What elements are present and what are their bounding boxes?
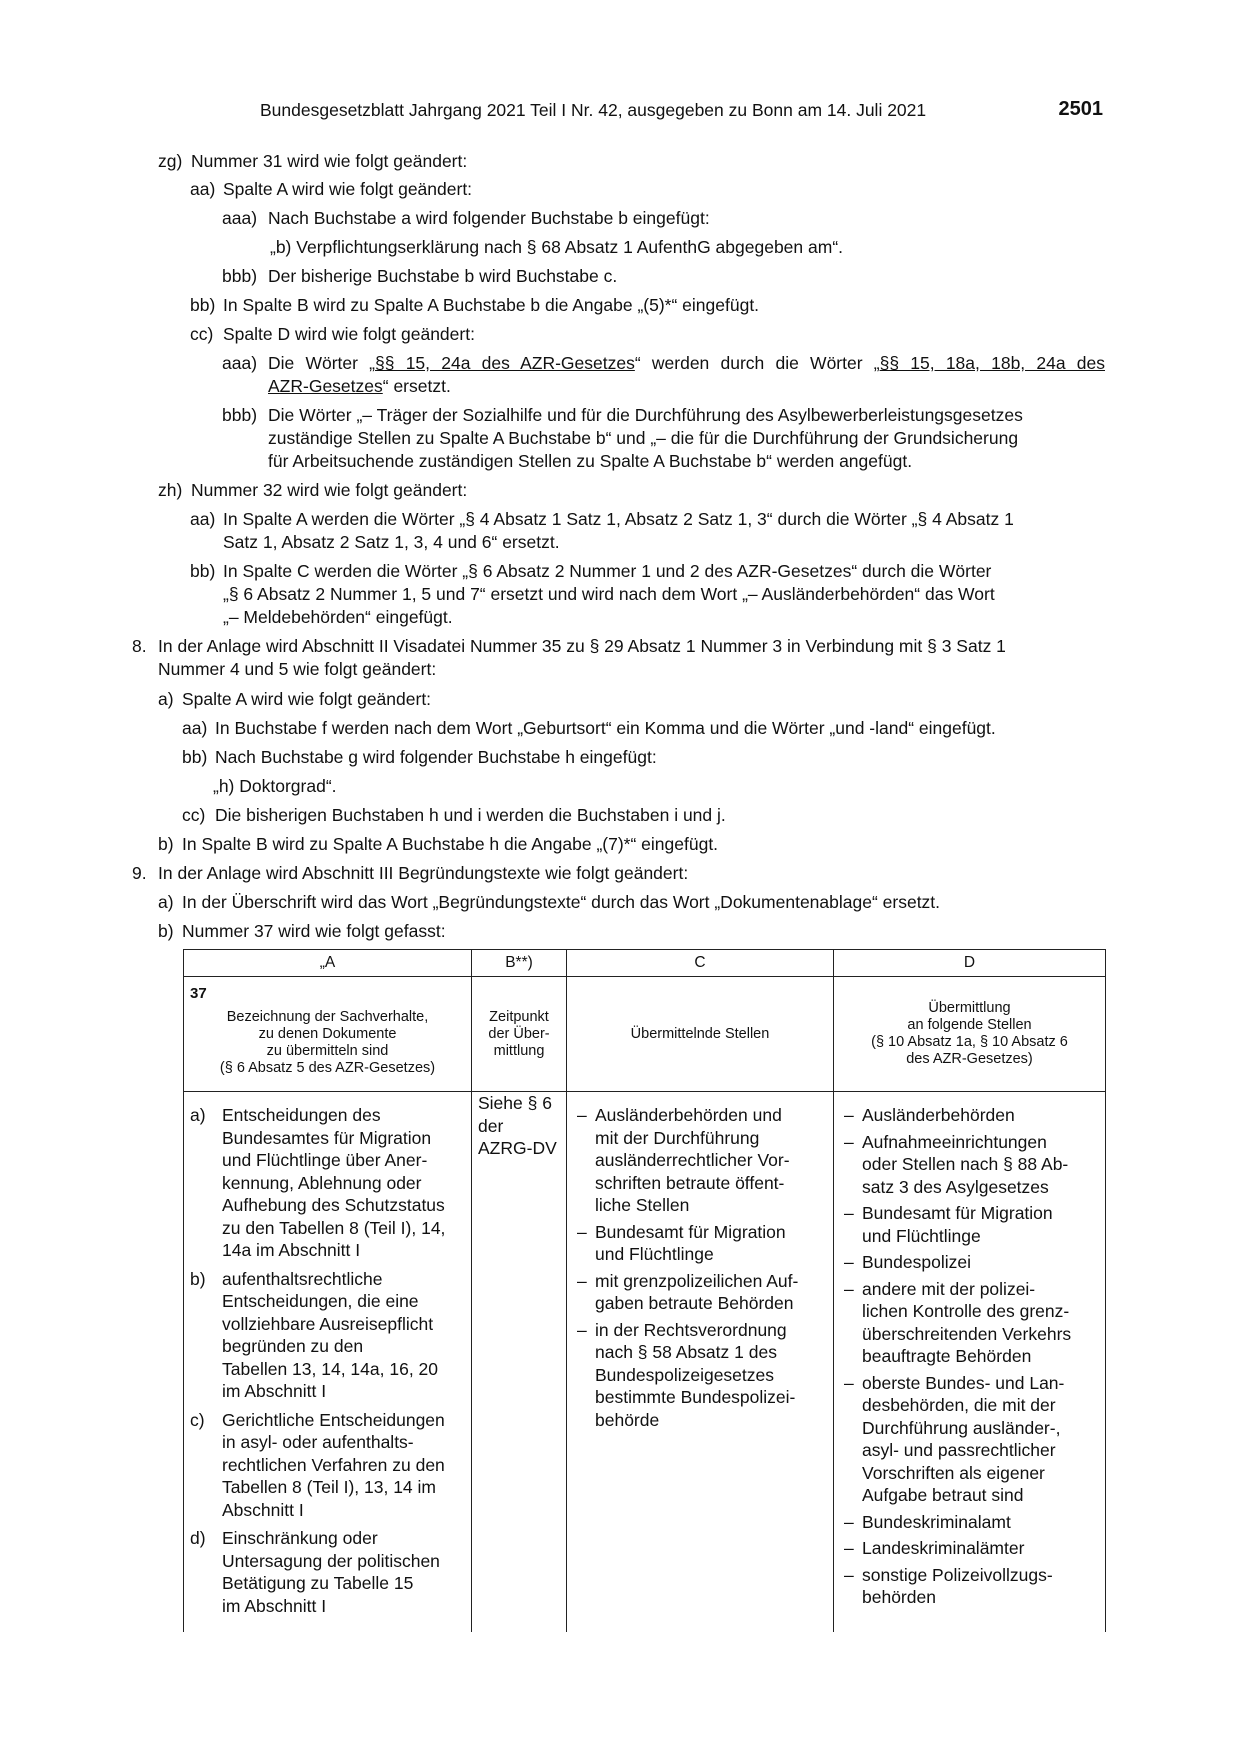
- list-item-line: Bundespolizeigesetzes: [595, 1364, 775, 1385]
- dash-bullet: –: [844, 1203, 854, 1223]
- list-item-line: Aufhebung des Schutzstatus: [222, 1195, 445, 1215]
- item-text: Nummer 31 wird wie folgt geändert:: [191, 151, 468, 171]
- column-header-a: „A: [184, 950, 472, 977]
- list-item-line: Bundespolizei: [862, 1252, 971, 1272]
- list-item-text: [862, 1537, 1105, 1560]
- list-item-label: a): [190, 1105, 206, 1125]
- list-item-text: [862, 1278, 1105, 1368]
- description-line: an folgende Stellen: [907, 1017, 1032, 1033]
- list-item-line: im Abschnitt I: [222, 1381, 327, 1401]
- dash-bullet: –: [844, 1131, 854, 1152]
- list-item-text: [862, 1511, 1105, 1534]
- item-text-line: „§ 6 Absatz 2 Nummer 1, 5 und 7“ ersetzt und wird nach dem Wort „– Ausländerbehörden“ das Wort: [223, 584, 995, 604]
- list-item-line: Bundesamt für Migration: [862, 1203, 1053, 1223]
- list-item-line: vollziehbare Ausreisepflicht: [222, 1313, 434, 1334]
- list-item-line: Bundesamt für Migration: [595, 1221, 786, 1242]
- list-item-text: [862, 1131, 1105, 1199]
- list-item-line: andere mit der polizei-: [862, 1278, 1036, 1299]
- item-label: cc): [182, 805, 206, 825]
- dash-bullet: –: [844, 1511, 854, 1532]
- item-text-line: zuständige Stellen zu Spalte A Buchstabe b“ und „– die für die Durchführung der Grundsicherung: [268, 428, 1019, 448]
- list-item-line: Ausländerbehörden und: [595, 1105, 782, 1125]
- list-item-line: überschreitenden Verkehrs: [862, 1323, 1072, 1344]
- list-item-line: Tabellen 8 (Teil I), 13, 14 im: [222, 1477, 436, 1497]
- item-text: Spalte A wird wie folgt geändert:: [182, 689, 432, 709]
- list-item: [834, 1278, 1105, 1368]
- list-item-line: desbehörden, die mit der: [862, 1395, 1056, 1415]
- list-item: [834, 1372, 1105, 1507]
- quoted-text: „b) Verpflichtungserklärung nach § 68 Absatz 1 AufenthG abgegeben am“.: [270, 237, 844, 257]
- timing-line: AZRG-DV: [478, 1138, 557, 1158]
- timing-line: der: [478, 1115, 504, 1136]
- item-text: Nach Buchstabe a wird folgender Buchstabe b eingefügt:: [268, 208, 710, 228]
- item-text: Die bisherigen Buchstaben h und i werden die Buchstaben i und j.: [215, 805, 726, 825]
- dash-bullet: –: [577, 1319, 587, 1340]
- dash-bullet: –: [844, 1372, 854, 1393]
- item-text-line: Die Wörter „§§ 15, 24a des AZR-Gesetzes“ werden durch die Wörter „§§ 15, 18a, 18b, 24a des: [268, 353, 1105, 373]
- column-b-items: [472, 1092, 567, 1633]
- dash-bullet: –: [844, 1252, 854, 1272]
- list-item-text: [862, 1372, 1105, 1507]
- list-item-line: aufenthaltsrechtliche: [222, 1268, 383, 1289]
- table-content-row: [184, 1092, 1106, 1633]
- dash-bullet: –: [844, 1105, 854, 1125]
- item-text-line: In Spalte C werden die Wörter „§ 6 Absatz 2 Nummer 1 und 2 des AZR-Gesetzes“ durch die Wörter: [223, 561, 992, 581]
- item-label: aaa): [222, 353, 258, 373]
- list-item-line: Vorschriften als eigener: [862, 1462, 1045, 1483]
- list-item-line: Durchführung ausländer-,: [862, 1417, 1061, 1438]
- list-item-text: [595, 1104, 833, 1217]
- item-text: Nummer 32 wird wie folgt geändert:: [191, 480, 468, 500]
- item-label: bb): [190, 561, 216, 581]
- list-item-line: gaben betraute Behörden: [595, 1293, 794, 1313]
- list-item-line: behörden: [862, 1587, 936, 1607]
- list-item-line: Tabellen 13, 14, 14a, 16, 20: [222, 1358, 439, 1379]
- item-label: b): [158, 834, 174, 854]
- list-item-line: begründen zu den: [222, 1336, 364, 1356]
- description-line: Übermittelnde Stellen: [630, 1025, 770, 1042]
- item-label: bb): [182, 747, 208, 767]
- description-line: Zeitpunkt: [489, 1008, 549, 1025]
- list-item-line: liche Stellen: [595, 1195, 690, 1215]
- item-label: aa): [190, 509, 216, 529]
- list-item-line: mit der Durchführung: [595, 1127, 760, 1148]
- item-label: 9.: [132, 863, 147, 883]
- item-text: Spalte D wird wie folgt geändert:: [223, 324, 475, 344]
- list-item-label: c): [190, 1409, 205, 1430]
- list-item: [567, 1221, 833, 1266]
- item-label: aa): [182, 718, 208, 738]
- description-line: zu denen Dokumente: [258, 1026, 397, 1042]
- list-item: [567, 1270, 833, 1315]
- list-item-text: [222, 1527, 471, 1617]
- amendment-table: [183, 949, 1106, 1632]
- item-label: a): [158, 892, 174, 912]
- description-line: (§ 6 Absatz 5 des AZR-Gesetzes): [219, 1060, 436, 1076]
- item-label: 8.: [132, 636, 147, 656]
- item-text: In Spalte B wird zu Spalte A Buchstabe h die Angabe „(7)*“ eingefügt.: [182, 834, 719, 854]
- list-item-text: [862, 1251, 1105, 1274]
- item-text: In der Überschrift wird das Wort „Begründungstexte“ durch das Wort „Dokumentenablage“ ersetzt.: [182, 892, 941, 912]
- list-item-line: rechtlichen Verfahren zu den: [222, 1454, 445, 1475]
- column-header-d: D: [834, 950, 1106, 977]
- list-item: [184, 1409, 471, 1522]
- item-text-line: „– Meldebehörden“ eingefügt.: [223, 607, 453, 627]
- list-item-line: und Flüchtlinge: [595, 1244, 714, 1264]
- page-number: 2501: [1058, 98, 1103, 120]
- description-line: des AZR-Gesetzes): [906, 1051, 1033, 1067]
- list-item: [184, 1268, 471, 1403]
- item-text: Nach Buchstabe g wird folgender Buchstabe h eingefügt:: [215, 747, 657, 767]
- list-item-line: Abschnitt I: [222, 1499, 304, 1520]
- column-d-items: [834, 1092, 1106, 1633]
- list-item: [834, 1104, 1105, 1127]
- column-c-items: [567, 1092, 834, 1633]
- list-item-line: Bundesamtes für Migration: [222, 1127, 432, 1148]
- column-header-c: C: [567, 950, 834, 977]
- list-item-line: kennung, Ablehnung oder: [222, 1172, 422, 1193]
- list-item-line: oder Stellen nach § 88 Ab-: [862, 1154, 1069, 1174]
- column-a-description: [184, 977, 472, 1092]
- quoted-text: „h) Doktorgrad“.: [213, 776, 337, 796]
- item-text: In Spalte B wird zu Spalte A Buchstabe b die Angabe „(5)*“ eingefügt.: [223, 295, 760, 315]
- column-header-b: B**): [472, 950, 567, 977]
- list-item-line: im Abschnitt I: [222, 1595, 327, 1616]
- list-item-text: [595, 1221, 833, 1266]
- dash-bullet: –: [577, 1221, 587, 1242]
- list-item: [834, 1202, 1105, 1247]
- list-item-line: Betätigung zu Tabelle 15: [222, 1573, 414, 1593]
- item-text-line: Die Wörter „– Träger der Sozialhilfe und für die Durchführung des Asylbewerberleistungsgesetzes: [268, 405, 1023, 425]
- list-item: [184, 1527, 471, 1617]
- description-line: der Über-: [488, 1025, 550, 1042]
- item-label: zg): [158, 151, 183, 171]
- list-item-line: Entscheidungen, die eine: [222, 1291, 419, 1311]
- list-item-text: [595, 1319, 833, 1432]
- item-text-line: für Arbeitsuchende zuständigen Stellen zu Spalte A Buchstabe b“ werden angefügt.: [268, 451, 913, 471]
- item-text-line: AZR-Gesetzes“ ersetzt.: [268, 376, 451, 396]
- running-header: Bundesgesetzblatt Jahrgang 2021 Teil I Nr. 42, ausgegeben zu Bonn am 14. Juli 2021: [260, 100, 927, 120]
- list-item-line: nach § 58 Absatz 1 des: [595, 1342, 777, 1362]
- item-text: Nummer 37 wird wie folgt gefasst:: [182, 921, 446, 941]
- list-item: [184, 1104, 471, 1262]
- item-text: Der bisherige Buchstabe b wird Buchstabe c.: [268, 266, 618, 286]
- list-item-line: in der Rechtsverordnung: [595, 1319, 787, 1340]
- list-item: [567, 1319, 833, 1432]
- column-a-desc-text: [184, 977, 471, 1077]
- row-number: 37: [190, 985, 207, 1002]
- item-label: bb): [190, 295, 216, 315]
- item-text-line: Nummer 4 und 5 wie folgt geändert:: [158, 659, 437, 679]
- list-item-text: [222, 1268, 471, 1403]
- list-item-text: [222, 1104, 471, 1262]
- description-line: Übermittlung: [928, 1000, 1011, 1016]
- list-item-line: Gerichtliche Entscheidungen: [222, 1409, 445, 1430]
- item-text-line: In der Anlage wird Abschnitt II Visadatei Nummer 35 zu § 29 Absatz 1 Nummer 3 in Verbindung mit § 3 Satz 1: [158, 636, 1006, 656]
- dash-bullet: –: [844, 1278, 854, 1299]
- item-text: Spalte A wird wie folgt geändert:: [223, 179, 473, 199]
- dash-bullet: –: [577, 1270, 587, 1291]
- list-item-line: Aufnahmeeinrichtungen: [862, 1131, 1047, 1152]
- item-label: b): [158, 921, 174, 941]
- description-line: mittlung: [493, 1042, 545, 1059]
- list-item-line: sonstige Polizeivollzugs-: [862, 1564, 1053, 1585]
- list-item-line: beauftragte Behörden: [862, 1346, 1032, 1366]
- column-c-description: [567, 977, 834, 1092]
- list-item: [834, 1251, 1105, 1274]
- item-text-line: In Spalte A werden die Wörter „§ 4 Absatz 1 Satz 1, Absatz 2 Satz 1, 3“ durch die Wörter „§ 4 Absatz 1: [223, 509, 1014, 529]
- description-line: (§ 10 Absatz 1a, § 10 Absatz 6: [871, 1034, 1068, 1050]
- item-label: zh): [158, 480, 183, 500]
- list-item-label: b): [190, 1268, 206, 1289]
- list-item: [834, 1511, 1105, 1534]
- table-description-row: [184, 977, 1106, 1092]
- list-item-line: schriften betraute öffent-: [595, 1172, 785, 1193]
- list-item-line: Landeskriminalämter: [862, 1538, 1025, 1558]
- column-d-description: [834, 977, 1106, 1092]
- list-item-line: Bundeskriminalamt: [862, 1511, 1011, 1532]
- list-item-line: 14a im Abschnitt I: [222, 1240, 361, 1260]
- timing-line: Siehe § 6: [478, 1093, 552, 1113]
- list-item: [834, 1564, 1105, 1609]
- list-item-line: Untersagung der politischen: [222, 1550, 440, 1571]
- list-item-line: Einschränkung oder: [222, 1528, 378, 1548]
- description-line: Bezeichnung der Sachverhalte,: [226, 1009, 429, 1025]
- dash-bullet: –: [844, 1538, 854, 1558]
- list-item-line: und Flüchtlinge über Aner-: [222, 1150, 428, 1170]
- item-label: bbb): [222, 266, 258, 286]
- list-item-line: mit grenzpolizeilichen Auf-: [595, 1270, 799, 1291]
- list-item-line: lichen Kontrolle des grenz-: [862, 1301, 1070, 1321]
- list-item-line: Entscheidungen des: [222, 1105, 381, 1125]
- list-item-text: [862, 1564, 1105, 1609]
- list-item-line: ausländerrechtlicher Vor-: [595, 1150, 790, 1170]
- item-label: bbb): [222, 405, 258, 425]
- table-header-row: [184, 950, 1106, 977]
- column-b-description: [472, 977, 567, 1092]
- list-item-text: [222, 1409, 471, 1522]
- list-item-line: bestimmte Bundespolizei-: [595, 1387, 796, 1407]
- list-item-line: asyl- und passrechtlicher: [862, 1440, 1056, 1460]
- list-item-line: Ausländerbehörden: [862, 1105, 1015, 1125]
- dash-bullet: –: [844, 1564, 854, 1585]
- item-label: cc): [190, 324, 214, 344]
- list-item-text: [595, 1270, 833, 1315]
- description-line: zu übermitteln sind: [266, 1043, 389, 1059]
- item-label: a): [158, 689, 174, 709]
- list-item-text: [862, 1104, 1105, 1127]
- list-item-line: zu den Tabellen 8 (Teil I), 14,: [222, 1217, 446, 1238]
- dash-bullet: –: [577, 1105, 587, 1125]
- list-item-line: behörde: [595, 1409, 660, 1430]
- list-item-label: d): [190, 1528, 206, 1548]
- item-text-line: Satz 1, Absatz 2 Satz 1, 3, 4 und 6“ ersetzt.: [223, 532, 560, 552]
- item-text: In Buchstabe f werden nach dem Wort „Geburtsort“ ein Komma und die Wörter „und -land“ eingefügt.: [215, 718, 996, 738]
- list-item-line: oberste Bundes- und Lan-: [862, 1372, 1065, 1393]
- list-item: [834, 1537, 1105, 1560]
- item-label: aaa): [222, 208, 258, 228]
- item-text: In der Anlage wird Abschnitt III Begründungstexte wie folgt geändert:: [158, 863, 689, 883]
- list-item-line: satz 3 des Asylgesetzes: [862, 1176, 1049, 1197]
- list-item: [567, 1104, 833, 1217]
- item-label: aa): [190, 179, 216, 199]
- list-item-line: und Flüchtlinge: [862, 1225, 981, 1246]
- list-item-line: in asyl- oder aufenthalts-: [222, 1432, 414, 1452]
- list-item: [834, 1131, 1105, 1199]
- list-item-text: [862, 1202, 1105, 1247]
- column-a-items: [184, 1092, 472, 1633]
- list-item-line: Aufgabe betraut sind: [862, 1485, 1024, 1505]
